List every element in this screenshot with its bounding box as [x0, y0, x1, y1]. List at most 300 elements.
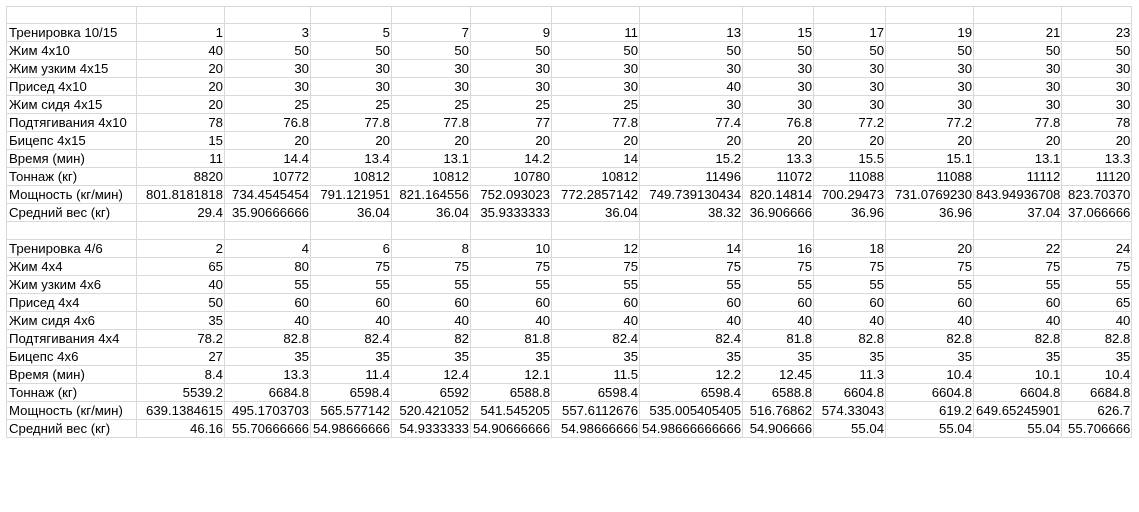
value-cell[interactable]: 55 [974, 275, 1062, 293]
value-cell[interactable]: 82.8 [1062, 329, 1132, 347]
value-cell[interactable]: 8 [392, 239, 471, 257]
value-cell[interactable]: 10772 [225, 168, 311, 186]
value-cell[interactable]: 11.5 [552, 365, 640, 383]
row-label-cell[interactable]: Средний вес (кг) [7, 204, 137, 222]
value-cell[interactable]: 5 [311, 24, 392, 42]
row-label-cell[interactable]: Средний вес (кг) [7, 419, 137, 437]
row-label-cell[interactable]: Присед 4x10 [7, 78, 137, 96]
row-label-cell[interactable]: Время (мин) [7, 150, 137, 168]
value-cell[interactable]: 55.04 [814, 419, 886, 437]
value-cell[interactable]: 11120 [1062, 168, 1132, 186]
value-cell[interactable] [1062, 222, 1132, 239]
value-cell[interactable]: 78 [1062, 114, 1132, 132]
value-cell[interactable]: 38.32 [640, 204, 743, 222]
value-cell[interactable]: 50 [743, 42, 814, 60]
value-cell[interactable]: 20 [392, 132, 471, 150]
value-cell[interactable]: 40 [886, 311, 974, 329]
value-cell[interactable]: 30 [743, 96, 814, 114]
value-cell[interactable]: 30 [743, 60, 814, 78]
value-cell[interactable]: 24 [1062, 239, 1132, 257]
value-cell[interactable] [392, 7, 471, 24]
row-label-cell[interactable] [7, 7, 137, 24]
row-label-cell[interactable]: Жим сидя 4x6 [7, 311, 137, 329]
value-cell[interactable]: 30 [974, 96, 1062, 114]
value-cell[interactable]: 12.4 [392, 365, 471, 383]
value-cell[interactable]: 50 [974, 42, 1062, 60]
value-cell[interactable]: 20 [640, 132, 743, 150]
value-cell[interactable]: 6592 [392, 383, 471, 401]
value-cell[interactable]: 54.90666666 [471, 419, 552, 437]
value-cell[interactable]: 11496 [640, 168, 743, 186]
value-cell[interactable]: 50 [886, 42, 974, 60]
value-cell[interactable]: 6684.8 [1062, 383, 1132, 401]
value-cell[interactable]: 35 [311, 347, 392, 365]
value-cell[interactable]: 6588.8 [471, 383, 552, 401]
row-label-cell[interactable]: Тоннаж (кг) [7, 383, 137, 401]
value-cell[interactable]: 30 [471, 78, 552, 96]
row-label-cell[interactable]: Время (мин) [7, 365, 137, 383]
value-cell[interactable]: 60 [886, 293, 974, 311]
value-cell[interactable]: 54.9333333 [392, 419, 471, 437]
value-cell[interactable]: 40 [640, 78, 743, 96]
value-cell[interactable]: 12.1 [471, 365, 552, 383]
value-cell[interactable]: 11.3 [814, 365, 886, 383]
value-cell[interactable]: 21 [974, 24, 1062, 42]
value-cell[interactable]: 11 [552, 24, 640, 42]
value-cell[interactable]: 75 [471, 257, 552, 275]
value-cell[interactable] [137, 7, 225, 24]
value-cell[interactable]: 6598.4 [552, 383, 640, 401]
value-cell[interactable]: 30 [640, 60, 743, 78]
value-cell[interactable]: 15.2 [640, 150, 743, 168]
value-cell[interactable]: 11072 [743, 168, 814, 186]
row-label-cell[interactable]: Мощность (кг/мин) [7, 186, 137, 204]
value-cell[interactable]: 60 [392, 293, 471, 311]
value-cell[interactable]: 82.8 [814, 329, 886, 347]
value-cell[interactable]: 50 [471, 42, 552, 60]
value-cell[interactable]: 9 [471, 24, 552, 42]
value-cell[interactable]: 30 [392, 60, 471, 78]
value-cell[interactable] [640, 222, 743, 239]
value-cell[interactable]: 11112 [974, 168, 1062, 186]
value-cell[interactable]: 22 [974, 239, 1062, 257]
value-cell[interactable]: 30 [225, 78, 311, 96]
row-label-cell[interactable]: Бицепс 4x15 [7, 132, 137, 150]
value-cell[interactable]: 25 [225, 96, 311, 114]
value-cell[interactable]: 55 [743, 275, 814, 293]
value-cell[interactable] [974, 7, 1062, 24]
value-cell[interactable]: 75 [886, 257, 974, 275]
value-cell[interactable]: 20 [1062, 132, 1132, 150]
value-cell[interactable]: 14 [640, 239, 743, 257]
row-label-cell[interactable]: Бицепс 4x6 [7, 347, 137, 365]
value-cell[interactable]: 76.8 [743, 114, 814, 132]
value-cell[interactable]: 82.4 [311, 329, 392, 347]
value-cell[interactable]: 40 [225, 311, 311, 329]
value-cell[interactable]: 30 [311, 78, 392, 96]
value-cell[interactable]: 55 [471, 275, 552, 293]
value-cell[interactable]: 541.545205 [471, 401, 552, 419]
value-cell[interactable]: 29.4 [137, 204, 225, 222]
value-cell[interactable]: 20 [137, 60, 225, 78]
value-cell[interactable]: 40 [137, 42, 225, 60]
value-cell[interactable]: 30 [743, 78, 814, 96]
value-cell[interactable]: 55 [886, 275, 974, 293]
value-cell[interactable] [552, 7, 640, 24]
row-label-cell[interactable] [7, 222, 137, 239]
value-cell[interactable]: 1 [137, 24, 225, 42]
value-cell[interactable]: 77.2 [814, 114, 886, 132]
value-cell[interactable]: 7 [392, 24, 471, 42]
value-cell[interactable]: 40 [814, 311, 886, 329]
value-cell[interactable]: 78 [137, 114, 225, 132]
value-cell[interactable]: 40 [392, 311, 471, 329]
value-cell[interactable]: 50 [225, 42, 311, 60]
value-cell[interactable]: 82.8 [225, 329, 311, 347]
value-cell[interactable]: 20 [886, 239, 974, 257]
value-cell[interactable]: 10812 [392, 168, 471, 186]
value-cell[interactable]: 6598.4 [640, 383, 743, 401]
value-cell[interactable]: 6604.8 [974, 383, 1062, 401]
value-cell[interactable]: 36.96 [886, 204, 974, 222]
value-cell[interactable]: 15 [743, 24, 814, 42]
value-cell[interactable] [814, 222, 886, 239]
value-cell[interactable]: 19 [886, 24, 974, 42]
value-cell[interactable] [471, 7, 552, 24]
value-cell[interactable]: 35 [886, 347, 974, 365]
value-cell[interactable]: 6684.8 [225, 383, 311, 401]
value-cell[interactable]: 30 [225, 60, 311, 78]
value-cell[interactable]: 60 [743, 293, 814, 311]
value-cell[interactable]: 14 [552, 150, 640, 168]
value-cell[interactable]: 639.1384615 [137, 401, 225, 419]
value-cell[interactable]: 55.04 [886, 419, 974, 437]
value-cell[interactable]: 30 [814, 78, 886, 96]
value-cell[interactable]: 23 [1062, 24, 1132, 42]
row-label-cell[interactable]: Тоннаж (кг) [7, 168, 137, 186]
value-cell[interactable]: 30 [311, 60, 392, 78]
value-cell[interactable]: 60 [640, 293, 743, 311]
value-cell[interactable]: 35 [392, 347, 471, 365]
value-cell[interactable]: 15.5 [814, 150, 886, 168]
value-cell[interactable]: 36.04 [392, 204, 471, 222]
value-cell[interactable] [640, 7, 743, 24]
value-cell[interactable]: 55 [311, 275, 392, 293]
value-cell[interactable]: 55 [1062, 275, 1132, 293]
value-cell[interactable]: 35 [471, 347, 552, 365]
value-cell[interactable]: 557.6112676 [552, 401, 640, 419]
value-cell[interactable]: 50 [137, 293, 225, 311]
value-cell[interactable]: 75 [311, 257, 392, 275]
value-cell[interactable]: 55.70666666 [225, 419, 311, 437]
value-cell[interactable]: 54.98666666666 [640, 419, 743, 437]
row-label-cell[interactable]: Подтягивания 4x10 [7, 114, 137, 132]
value-cell[interactable]: 20 [743, 132, 814, 150]
value-cell[interactable]: 700.29473 [814, 186, 886, 204]
value-cell[interactable]: 12.2 [640, 365, 743, 383]
value-cell[interactable]: 15 [137, 132, 225, 150]
value-cell[interactable]: 30 [814, 60, 886, 78]
value-cell[interactable]: 37.066666 [1062, 204, 1132, 222]
value-cell[interactable]: 82.8 [886, 329, 974, 347]
value-cell[interactable]: 77.8 [552, 114, 640, 132]
row-label-cell[interactable]: Жим узким 4x15 [7, 60, 137, 78]
value-cell[interactable]: 35.90666666 [225, 204, 311, 222]
row-label-cell[interactable]: Присед 4x4 [7, 293, 137, 311]
value-cell[interactable]: 30 [814, 96, 886, 114]
value-cell[interactable]: 13.3 [743, 150, 814, 168]
value-cell[interactable]: 80 [225, 257, 311, 275]
value-cell[interactable]: 82.8 [974, 329, 1062, 347]
value-cell[interactable] [552, 222, 640, 239]
value-cell[interactable]: 65 [137, 257, 225, 275]
value-cell[interactable]: 30 [974, 60, 1062, 78]
value-cell[interactable] [974, 222, 1062, 239]
value-cell[interactable]: 60 [974, 293, 1062, 311]
value-cell[interactable] [225, 222, 311, 239]
value-cell[interactable]: 30 [640, 96, 743, 114]
value-cell[interactable]: 20 [311, 132, 392, 150]
value-cell[interactable]: 81.8 [743, 329, 814, 347]
value-cell[interactable]: 574.33043 [814, 401, 886, 419]
value-cell[interactable]: 55 [225, 275, 311, 293]
value-cell[interactable]: 30 [1062, 96, 1132, 114]
value-cell[interactable]: 6598.4 [311, 383, 392, 401]
value-cell[interactable]: 82.4 [552, 329, 640, 347]
value-cell[interactable]: 75 [1062, 257, 1132, 275]
value-cell[interactable] [392, 222, 471, 239]
row-label-cell[interactable]: Жим сидя 4x15 [7, 96, 137, 114]
value-cell[interactable] [225, 7, 311, 24]
value-cell[interactable]: 35 [814, 347, 886, 365]
value-cell[interactable]: 55.706666 [1062, 419, 1132, 437]
value-cell[interactable]: 731.0769230 [886, 186, 974, 204]
value-cell[interactable]: 36.906666 [743, 204, 814, 222]
value-cell[interactable]: 13 [640, 24, 743, 42]
value-cell[interactable] [1062, 7, 1132, 24]
value-cell[interactable]: 30 [1062, 78, 1132, 96]
row-label-cell[interactable]: Тренировка 10/15 [7, 24, 137, 42]
value-cell[interactable]: 25 [392, 96, 471, 114]
value-cell[interactable]: 77 [471, 114, 552, 132]
value-cell[interactable]: 46.16 [137, 419, 225, 437]
value-cell[interactable]: 15.1 [886, 150, 974, 168]
value-cell[interactable] [886, 222, 974, 239]
value-cell[interactable]: 14.4 [225, 150, 311, 168]
value-cell[interactable] [311, 222, 392, 239]
value-cell[interactable]: 10780 [471, 168, 552, 186]
value-cell[interactable]: 55 [392, 275, 471, 293]
value-cell[interactable]: 14.2 [471, 150, 552, 168]
value-cell[interactable]: 10812 [552, 168, 640, 186]
value-cell[interactable]: 30 [392, 78, 471, 96]
value-cell[interactable]: 54.98666666 [311, 419, 392, 437]
value-cell[interactable] [743, 222, 814, 239]
value-cell[interactable]: 50 [552, 42, 640, 60]
value-cell[interactable]: 535.005405405 [640, 401, 743, 419]
value-cell[interactable]: 65 [1062, 293, 1132, 311]
value-cell[interactable]: 20 [886, 132, 974, 150]
value-cell[interactable]: 76.8 [225, 114, 311, 132]
row-label-cell[interactable]: Подтягивания 4x4 [7, 329, 137, 347]
value-cell[interactable]: 60 [311, 293, 392, 311]
value-cell[interactable]: 10812 [311, 168, 392, 186]
value-cell[interactable]: 40 [1062, 311, 1132, 329]
value-cell[interactable]: 50 [640, 42, 743, 60]
value-cell[interactable]: 619.2 [886, 401, 974, 419]
value-cell[interactable]: 12.45 [743, 365, 814, 383]
value-cell[interactable]: 37.04 [974, 204, 1062, 222]
value-cell[interactable]: 75 [814, 257, 886, 275]
value-cell[interactable]: 54.906666 [743, 419, 814, 437]
value-cell[interactable]: 18 [814, 239, 886, 257]
value-cell[interactable]: 823.70370 [1062, 186, 1132, 204]
value-cell[interactable]: 801.8181818 [137, 186, 225, 204]
value-cell[interactable]: 78.2 [137, 329, 225, 347]
row-label-cell[interactable]: Жим 4x10 [7, 42, 137, 60]
value-cell[interactable]: 820.14814 [743, 186, 814, 204]
value-cell[interactable]: 35 [552, 347, 640, 365]
value-cell[interactable]: 11088 [814, 168, 886, 186]
value-cell[interactable]: 35 [640, 347, 743, 365]
value-cell[interactable]: 649.65245901 [974, 401, 1062, 419]
value-cell[interactable]: 20 [137, 96, 225, 114]
value-cell[interactable]: 30 [552, 60, 640, 78]
value-cell[interactable]: 50 [1062, 42, 1132, 60]
value-cell[interactable]: 30 [552, 78, 640, 96]
value-cell[interactable]: 35 [137, 311, 225, 329]
value-cell[interactable]: 55.04 [974, 419, 1062, 437]
value-cell[interactable]: 27 [137, 347, 225, 365]
value-cell[interactable]: 75 [392, 257, 471, 275]
value-cell[interactable]: 40 [552, 311, 640, 329]
value-cell[interactable]: 6588.8 [743, 383, 814, 401]
row-label-cell[interactable]: Тренировка 4/6 [7, 239, 137, 257]
value-cell[interactable]: 55 [814, 275, 886, 293]
value-cell[interactable]: 35.9333333 [471, 204, 552, 222]
value-cell[interactable]: 40 [471, 311, 552, 329]
value-cell[interactable]: 35 [225, 347, 311, 365]
value-cell[interactable]: 20 [137, 78, 225, 96]
value-cell[interactable]: 843.94936708 [974, 186, 1062, 204]
value-cell[interactable]: 81.8 [471, 329, 552, 347]
value-cell[interactable]: 17 [814, 24, 886, 42]
value-cell[interactable] [471, 222, 552, 239]
value-cell[interactable]: 77.8 [974, 114, 1062, 132]
value-cell[interactable]: 30 [1062, 60, 1132, 78]
value-cell[interactable]: 82 [392, 329, 471, 347]
value-cell[interactable] [137, 222, 225, 239]
value-cell[interactable]: 36.04 [552, 204, 640, 222]
value-cell[interactable]: 6604.8 [814, 383, 886, 401]
value-cell[interactable]: 10.4 [1062, 365, 1132, 383]
value-cell[interactable]: 516.76862 [743, 401, 814, 419]
value-cell[interactable]: 11 [137, 150, 225, 168]
value-cell[interactable]: 8820 [137, 168, 225, 186]
value-cell[interactable]: 13.1 [974, 150, 1062, 168]
row-label-cell[interactable]: Мощность (кг/мин) [7, 401, 137, 419]
value-cell[interactable]: 20 [471, 132, 552, 150]
value-cell[interactable]: 82.4 [640, 329, 743, 347]
value-cell[interactable] [311, 7, 392, 24]
value-cell[interactable]: 50 [311, 42, 392, 60]
value-cell[interactable]: 734.4545454 [225, 186, 311, 204]
value-cell[interactable]: 20 [814, 132, 886, 150]
value-cell[interactable]: 55 [552, 275, 640, 293]
value-cell[interactable]: 77.8 [311, 114, 392, 132]
value-cell[interactable]: 40 [311, 311, 392, 329]
value-cell[interactable]: 77.4 [640, 114, 743, 132]
row-label-cell[interactable]: Жим узким 4x6 [7, 275, 137, 293]
value-cell[interactable]: 13.1 [392, 150, 471, 168]
value-cell[interactable]: 10 [471, 239, 552, 257]
value-cell[interactable]: 4 [225, 239, 311, 257]
value-cell[interactable]: 11.4 [311, 365, 392, 383]
value-cell[interactable]: 25 [471, 96, 552, 114]
value-cell[interactable]: 25 [552, 96, 640, 114]
value-cell[interactable] [886, 7, 974, 24]
value-cell[interactable]: 50 [814, 42, 886, 60]
value-cell[interactable]: 60 [814, 293, 886, 311]
value-cell[interactable]: 6 [311, 239, 392, 257]
value-cell[interactable]: 36.04 [311, 204, 392, 222]
value-cell[interactable]: 30 [471, 60, 552, 78]
value-cell[interactable]: 40 [640, 311, 743, 329]
value-cell[interactable]: 60 [471, 293, 552, 311]
value-cell[interactable]: 13.3 [1062, 150, 1132, 168]
value-cell[interactable]: 75 [974, 257, 1062, 275]
value-cell[interactable]: 40 [974, 311, 1062, 329]
value-cell[interactable]: 60 [552, 293, 640, 311]
value-cell[interactable]: 6604.8 [886, 383, 974, 401]
value-cell[interactable]: 20 [974, 132, 1062, 150]
value-cell[interactable]: 8.4 [137, 365, 225, 383]
value-cell[interactable]: 30 [886, 60, 974, 78]
value-cell[interactable]: 40 [743, 311, 814, 329]
value-cell[interactable]: 35 [974, 347, 1062, 365]
value-cell[interactable]: 20 [552, 132, 640, 150]
value-cell[interactable]: 60 [225, 293, 311, 311]
value-cell[interactable]: 13.4 [311, 150, 392, 168]
value-cell[interactable]: 16 [743, 239, 814, 257]
value-cell[interactable]: 11088 [886, 168, 974, 186]
value-cell[interactable]: 5539.2 [137, 383, 225, 401]
value-cell[interactable]: 50 [392, 42, 471, 60]
value-cell[interactable]: 626.7 [1062, 401, 1132, 419]
value-cell[interactable]: 55 [640, 275, 743, 293]
value-cell[interactable]: 20 [225, 132, 311, 150]
value-cell[interactable]: 25 [311, 96, 392, 114]
value-cell[interactable]: 54.98666666 [552, 419, 640, 437]
value-cell[interactable] [743, 7, 814, 24]
value-cell[interactable]: 752.093023 [471, 186, 552, 204]
value-cell[interactable]: 77.8 [392, 114, 471, 132]
value-cell[interactable]: 75 [552, 257, 640, 275]
value-cell[interactable]: 520.421052 [392, 401, 471, 419]
value-cell[interactable]: 30 [886, 96, 974, 114]
value-cell[interactable] [814, 7, 886, 24]
value-cell[interactable]: 75 [640, 257, 743, 275]
value-cell[interactable]: 791.121951 [311, 186, 392, 204]
value-cell[interactable]: 13.3 [225, 365, 311, 383]
value-cell[interactable]: 35 [1062, 347, 1132, 365]
value-cell[interactable]: 75 [743, 257, 814, 275]
value-cell[interactable]: 30 [974, 78, 1062, 96]
value-cell[interactable]: 3 [225, 24, 311, 42]
value-cell[interactable]: 10.4 [886, 365, 974, 383]
value-cell[interactable]: 772.2857142 [552, 186, 640, 204]
value-cell[interactable]: 821.164556 [392, 186, 471, 204]
